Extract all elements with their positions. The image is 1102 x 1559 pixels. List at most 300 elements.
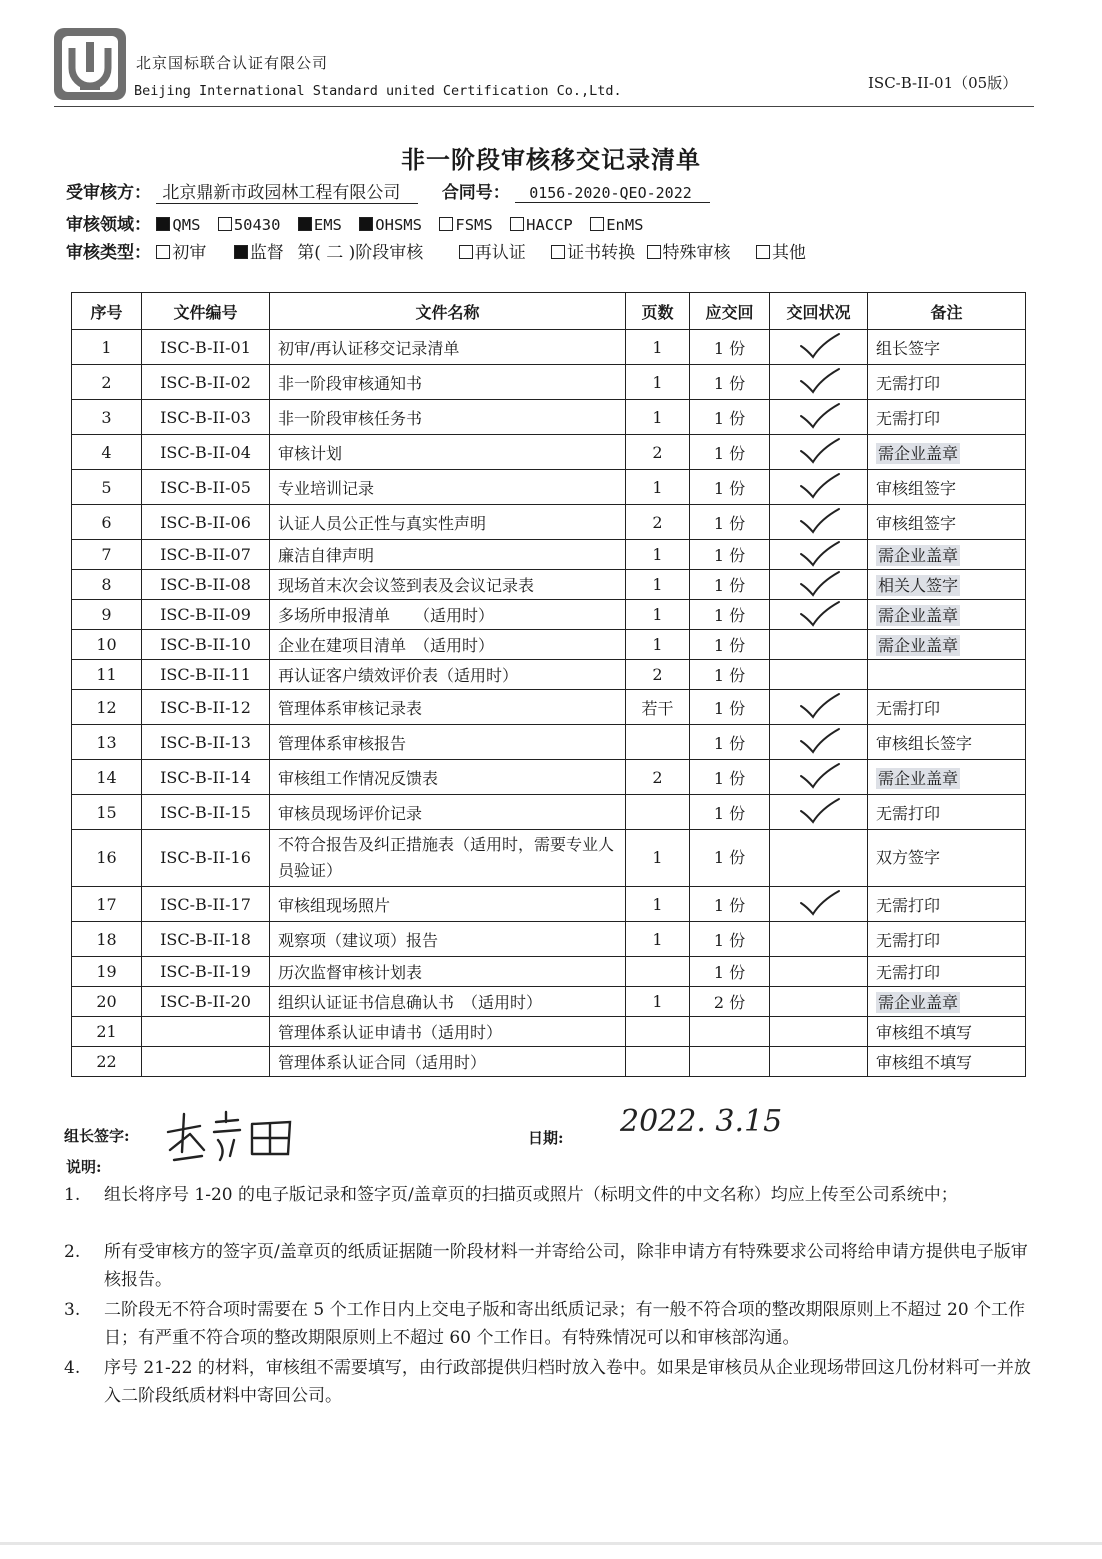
cell-name: [270, 830, 626, 887]
checkbox-checked-icon: [359, 217, 373, 231]
cell-name-text: 初审/再认证移交记录清单: [278, 338, 460, 358]
checkbox-empty-icon: [156, 245, 170, 259]
cell-pages-text: 1: [652, 992, 663, 1011]
cell-remark-text: 无需打印: [876, 895, 941, 915]
cell-remark-text: 无需打印: [876, 373, 941, 393]
cell-name: [270, 887, 626, 922]
stage-number: 二: [326, 243, 344, 263]
cell-pages: [626, 470, 690, 505]
note-item: 3. 二阶段无不符合项时需要在 5 个工作日内上交电子版和寄出纸质记录；有一般不符合项的整改期限原则上不超过 20 个工作日；有严重不符合项的整改期限原则上不超过 60 个工作日。有特殊情况可以和审核部沟通。: [64, 1300, 1026, 1348]
type-option-recert[interactable]: 再认证: [459, 243, 526, 263]
cell-copies-text: 1 份: [713, 373, 746, 393]
cell-code: [142, 1017, 270, 1047]
cell-name-text: 现场首末次会议签到表及会议记录表: [278, 576, 535, 595]
cell-name: [270, 330, 626, 365]
cell-pages-text: 2: [652, 442, 663, 462]
date-label: 日期:: [528, 1129, 564, 1147]
cell-status: [770, 630, 868, 660]
cell-status: [770, 660, 868, 690]
cell-pages-text: 1: [652, 337, 663, 357]
cell-remark: [868, 660, 1026, 690]
cell-no: [72, 660, 142, 690]
cell-copies: [690, 795, 770, 830]
cell-no-text: 9: [101, 605, 112, 624]
checkmark-icon: [797, 507, 841, 535]
cell-status: [770, 365, 868, 400]
domain-option-ems[interactable]: EMS: [298, 216, 342, 234]
cell-copies-text: 1 份: [713, 443, 746, 463]
auditee-label: 受审核方：: [66, 183, 151, 203]
cell-name-text: 管理体系审核报告: [278, 733, 407, 753]
cell-status: [770, 1047, 868, 1077]
checkbox-empty-icon: [756, 245, 770, 259]
cell-copies-text: 1 份: [713, 546, 746, 565]
cell-name-text: 非一阶段审核任务书: [278, 408, 423, 428]
note-item: 2. 所有受审核方的签字页/盖章页的纸质证据随一阶段材料一并寄给公司，除非申请方有特殊要求公司将给申请方提供电子版审核报告。: [64, 1242, 1028, 1290]
cell-remark: [868, 922, 1026, 957]
cell-name-text: 审核计划: [278, 443, 343, 463]
cell-name-text: 审核员现场评价记录: [278, 803, 423, 823]
cell-pages: [626, 660, 690, 690]
cell-pages: [626, 795, 690, 830]
cell-remark-text: 需企业盖章: [878, 768, 959, 788]
cell-code-text: ISC-B-II-16: [160, 848, 251, 867]
cell-pages-text: 1: [652, 575, 663, 594]
cell-copies-text: 1 份: [713, 408, 746, 428]
cell-status: [770, 600, 868, 630]
cell-copies: [690, 330, 770, 365]
cell-remark: [868, 600, 1026, 630]
table-row: [72, 570, 1026, 600]
cell-pages: [626, 435, 690, 470]
cell-pages: [626, 760, 690, 795]
type-option-transfer[interactable]: 证书转换: [551, 243, 635, 263]
cell-no: [72, 1047, 142, 1077]
cell-name: [270, 1017, 626, 1047]
type-option-surveillance[interactable]: 监督: [234, 243, 284, 263]
cell-code-text: ISC-B-II-09: [160, 605, 251, 624]
page-bottom-edge: [0, 1542, 1102, 1545]
cell-no: [72, 830, 142, 887]
cell-copies: [690, 887, 770, 922]
cell-copies: [690, 922, 770, 957]
checkbox-empty-icon: [439, 217, 453, 231]
cell-remark-text: 相关人签字: [878, 576, 959, 595]
cell-code-text: ISC-B-II-03: [160, 407, 251, 427]
cell-code: [142, 760, 270, 795]
cell-no-text: 1: [101, 337, 112, 357]
cell-remark-text: 需企业盖章: [878, 606, 959, 625]
header-copies: 应交回: [690, 293, 770, 330]
cell-name: [270, 760, 626, 795]
cell-copies: [690, 435, 770, 470]
cell-code: [142, 435, 270, 470]
cell-status: [770, 690, 868, 725]
cell-remark: [868, 630, 1026, 660]
table-row: [72, 435, 1026, 470]
header-status: 交回状况: [770, 293, 868, 330]
cell-name-text: 组织认证证书信息确认书 （适用时）: [278, 993, 543, 1012]
checkbox-empty-icon: [218, 217, 232, 231]
cell-no-text: 19: [96, 962, 117, 981]
cell-status: [770, 830, 868, 887]
cell-no: [72, 795, 142, 830]
cell-copies-text: 1 份: [713, 513, 746, 533]
type-option-special[interactable]: 特殊审核: [647, 243, 731, 263]
cell-no: [72, 505, 142, 540]
cell-code: [142, 922, 270, 957]
cell-code: [142, 470, 270, 505]
cell-remark-text: 无需打印: [876, 963, 941, 982]
cell-copies-text: 1 份: [713, 636, 746, 655]
cell-remark: [868, 987, 1026, 1017]
cell-name: [270, 660, 626, 690]
cell-remark: [868, 690, 1026, 725]
cell-copies: [690, 1017, 770, 1047]
cell-copies-text: 1 份: [713, 803, 746, 823]
header-divider: [54, 106, 1034, 107]
cell-code-text: ISC-B-II-18: [160, 929, 251, 949]
cell-no: [72, 957, 142, 987]
cell-copies: [690, 470, 770, 505]
note-item: 4. 序号 21-22 的材料，审核组不需要填写，由行政部提供归档时放入卷中。如果是审核员从企业现场带回这几份材料可一并放入二阶段纸质材料中寄回公司。: [64, 1358, 1031, 1406]
cell-status: [770, 540, 868, 570]
domain-option-ohsms[interactable]: OHSMS: [359, 216, 422, 234]
cell-code-text: ISC-B-II-05: [160, 477, 251, 497]
cell-copies: [690, 365, 770, 400]
table-row: [72, 660, 1026, 690]
cell-code: [142, 400, 270, 435]
cell-name-text: 不符合报告及纠正措施表（适用时，需要专业人员验证）: [278, 835, 615, 880]
cell-no: [72, 987, 142, 1017]
cell-remark: [868, 957, 1026, 987]
table-row: [72, 922, 1026, 957]
cell-remark: [868, 400, 1026, 435]
type-option-other[interactable]: 其他: [756, 243, 806, 263]
cell-no-text: 10: [96, 635, 117, 654]
cell-code-text: ISC-B-II-07: [160, 545, 251, 564]
cell-remark: [868, 1017, 1026, 1047]
cell-no-text: 6: [101, 512, 112, 532]
cell-remark: [868, 540, 1026, 570]
cell-remark-text: 审核组长签字: [876, 733, 973, 753]
table-row: [72, 887, 1026, 922]
cell-pages-text: 1: [652, 929, 663, 949]
cell-pages-text: 1: [652, 477, 663, 497]
cell-remark-text: 无需打印: [876, 930, 941, 950]
cell-copies: [690, 690, 770, 725]
domain-option-qms[interactable]: QMS: [156, 216, 200, 234]
table-row: [72, 760, 1026, 795]
table-row: [72, 400, 1026, 435]
cell-status: [770, 922, 868, 957]
table-row: [72, 1047, 1026, 1077]
cell-no-text: 12: [96, 697, 117, 717]
cell-no-text: 17: [96, 894, 117, 914]
cell-pages-text: 1: [652, 372, 663, 392]
cell-remark-text: 无需打印: [876, 803, 941, 823]
cell-name-text: 多场所申报清单 （适用时）: [278, 606, 495, 625]
contract-label: 合同号：: [441, 183, 510, 203]
cell-copies: [690, 760, 770, 795]
cell-code: [142, 795, 270, 830]
cell-pages: [626, 1047, 690, 1077]
cell-name: [270, 987, 626, 1017]
cell-pages: [626, 922, 690, 957]
cell-status: [770, 795, 868, 830]
table-row: [72, 830, 1026, 887]
cell-no: [72, 470, 142, 505]
cell-code: [142, 365, 270, 400]
table-row: [72, 540, 1026, 570]
cell-copies: [690, 630, 770, 660]
checkmark-icon: [797, 402, 841, 430]
cell-pages-text: 2: [652, 665, 663, 684]
checkmark-icon: [797, 600, 841, 628]
cell-status: [770, 505, 868, 540]
cell-code-text: ISC-B-II-20: [160, 992, 251, 1011]
header-code: 文件编号: [142, 293, 270, 330]
cell-pages-text: 1: [652, 545, 663, 564]
cell-code-text: ISC-B-II-02: [160, 372, 251, 392]
cell-no: [72, 365, 142, 400]
table-row: [72, 795, 1026, 830]
cell-code: [142, 570, 270, 600]
cell-name-text: 专业培训记录: [278, 478, 375, 498]
table-row: [72, 987, 1026, 1017]
checkmark-icon: [797, 727, 841, 755]
checkbox-checked-icon: [234, 245, 248, 259]
checkmark-icon: [797, 797, 841, 825]
cell-copies-text: 1 份: [713, 963, 746, 982]
table-header-row: [72, 293, 1026, 330]
handwritten-date: 2022. 3.15: [620, 1104, 783, 1139]
cell-copies-text: 1 份: [713, 478, 746, 498]
cell-name-text: 非一阶段审核通知书: [278, 373, 423, 393]
cell-copies: [690, 830, 770, 887]
cell-name: [270, 795, 626, 830]
cell-remark-text: 需企业盖章: [878, 443, 959, 463]
cell-no-text: 14: [96, 767, 117, 787]
cell-name-text: 管理体系审核记录表: [278, 698, 423, 718]
cell-status: [770, 470, 868, 505]
cell-name: [270, 400, 626, 435]
auditee-value: 北京鼎新市政园林工程有限公司: [156, 183, 418, 204]
cell-no: [72, 1017, 142, 1047]
cell-pages: [626, 887, 690, 922]
cell-copies: [690, 570, 770, 600]
cell-code: [142, 725, 270, 760]
cell-status: [770, 330, 868, 365]
checkbox-checked-icon: [298, 217, 312, 231]
cell-copies: [690, 660, 770, 690]
table-row: [72, 365, 1026, 400]
cell-name-text: 再认证客户绩效评价表（适用时）: [278, 666, 519, 685]
cell-name-text: 管理体系认证合同（适用时）: [278, 1053, 487, 1072]
cell-code-text: ISC-B-II-17: [160, 894, 251, 914]
cell-pages: [626, 957, 690, 987]
cell-remark: [868, 887, 1026, 922]
cell-status: [770, 725, 868, 760]
cell-code: [142, 1047, 270, 1077]
cell-pages: [626, 540, 690, 570]
cell-name: [270, 505, 626, 540]
audit-domain-label: 审核领域：: [66, 215, 151, 235]
cell-pages: [626, 400, 690, 435]
cell-name-text: 观察项（建议项）报告: [278, 930, 439, 950]
cell-pages: [626, 570, 690, 600]
cell-copies: [690, 1047, 770, 1077]
cell-code: [142, 690, 270, 725]
cell-code: [142, 505, 270, 540]
cell-no: [72, 690, 142, 725]
checkbox-checked-icon: [156, 217, 170, 231]
cell-no-text: 11: [96, 665, 117, 684]
checkbox-empty-icon: [510, 217, 524, 231]
cell-copies: [690, 540, 770, 570]
cell-name: [270, 957, 626, 987]
cell-pages: [626, 830, 690, 887]
cell-copies: [690, 987, 770, 1017]
cell-no: [72, 435, 142, 470]
cell-remark-text: 需企业盖章: [878, 636, 959, 655]
cell-no-text: 16: [96, 848, 117, 867]
cell-pages-text: 1: [652, 848, 663, 867]
checkmark-icon: [797, 367, 841, 395]
cell-name: [270, 435, 626, 470]
cell-no: [72, 922, 142, 957]
header-name: 文件名称: [270, 293, 626, 330]
cell-copies-text: 1 份: [713, 606, 746, 625]
company-name-cn: 北京国标联合认证有限公司: [136, 54, 329, 72]
cell-pages: [626, 987, 690, 1017]
table-row: [72, 630, 1026, 660]
cell-pages-text: 2: [652, 767, 663, 787]
header-pages: 页数: [626, 293, 690, 330]
cell-remark-text: 审核组不填写: [876, 1053, 973, 1072]
checkbox-empty-icon: [647, 245, 661, 259]
cell-copies-text: 1 份: [713, 338, 746, 358]
cell-remark: [868, 505, 1026, 540]
cell-pages: [626, 690, 690, 725]
cell-pages-text: 若干: [641, 698, 674, 718]
table-row: [72, 330, 1026, 365]
cell-name-text: 审核组现场照片: [278, 895, 391, 915]
cell-name: [270, 540, 626, 570]
cell-no: [72, 630, 142, 660]
cell-no: [72, 570, 142, 600]
cell-status: [770, 400, 868, 435]
cell-remark: [868, 830, 1026, 887]
cell-code-text: ISC-B-II-19: [160, 962, 251, 981]
checkbox-empty-icon: [590, 217, 604, 231]
cell-copies: [690, 957, 770, 987]
cell-name: [270, 690, 626, 725]
cell-no-text: 21: [96, 1022, 117, 1041]
cell-name: [270, 922, 626, 957]
checkmark-icon: [797, 472, 841, 500]
cell-pages: [626, 725, 690, 760]
cell-pages: [626, 1017, 690, 1047]
checkbox-empty-icon: [459, 245, 473, 259]
cell-code-text: ISC-B-II-06: [160, 512, 251, 532]
cell-no-text: 7: [101, 545, 112, 564]
cell-code: [142, 887, 270, 922]
cell-name-text: 廉洁自律声明: [278, 546, 375, 565]
cell-name: [270, 725, 626, 760]
cell-status: [770, 435, 868, 470]
domain-option-enms[interactable]: EnMS: [590, 216, 643, 234]
checkmark-icon: [797, 570, 841, 598]
note-item: 1. 组长将序号 1-20 的电子版记录和签字页/盖章页的扫描页或照片（标明文件的中文名称）均应上传至公司系统中；: [64, 1185, 958, 1205]
cell-code-text: ISC-B-II-04: [160, 442, 251, 462]
cell-copies-text: 1 份: [713, 895, 746, 915]
cell-no-text: 5: [101, 477, 112, 497]
cell-no-text: 20: [96, 992, 117, 1011]
leader-signature-label: 组长签字:: [64, 1127, 130, 1145]
cell-copies-text: 2 份: [713, 993, 746, 1012]
checkmark-icon: [797, 889, 841, 917]
checkmark-icon: [797, 762, 841, 790]
cell-no: [72, 887, 142, 922]
cell-remark-text: 无需打印: [876, 698, 941, 718]
domain-option-fsms[interactable]: FSMS: [439, 216, 492, 234]
cell-code-text: ISC-B-II-08: [160, 575, 251, 594]
cell-no-text: 13: [96, 732, 117, 752]
table-row: [72, 725, 1026, 760]
cell-status: [770, 1017, 868, 1047]
cell-pages: [626, 600, 690, 630]
cell-remark: [868, 725, 1026, 760]
cell-name-text: 企业在建项目清单 （适用时）: [278, 636, 495, 655]
cell-copies: [690, 600, 770, 630]
cell-remark: [868, 795, 1026, 830]
cell-name-text: 管理体系认证申请书（适用时）: [278, 1023, 503, 1042]
cell-code: [142, 540, 270, 570]
table-row: [72, 600, 1026, 630]
audit-domain-line: [66, 210, 656, 235]
type-option-initial[interactable]: 初审: [156, 243, 206, 263]
company-name-en: Beijing International Standard united Certification Co.,Ltd.: [134, 83, 622, 99]
cell-name-text: 认证人员公正性与真实性声明: [278, 513, 487, 533]
cell-code-text: ISC-B-II-11: [160, 665, 251, 684]
cell-copies-text: 1 份: [713, 698, 746, 718]
cell-status: [770, 887, 868, 922]
cell-code-text: ISC-B-II-13: [160, 732, 251, 752]
cell-code-text: ISC-B-II-12: [160, 697, 251, 717]
cell-remark-text: 需企业盖章: [878, 993, 959, 1012]
leader-signature: [160, 1104, 300, 1166]
cell-pages-text: 1: [652, 407, 663, 427]
cell-status: [770, 760, 868, 795]
cell-pages-text: 2: [652, 512, 663, 532]
cell-code: [142, 660, 270, 690]
cell-name-text: 历次监督审核计划表: [278, 963, 423, 982]
document-title: 非一阶段审核移交记录清单: [401, 145, 701, 174]
domain-option-50430[interactable]: 50430: [218, 216, 281, 234]
cell-remark-text: 无需打印: [876, 408, 941, 428]
cell-no: [72, 600, 142, 630]
domain-option-haccp[interactable]: HACCP: [510, 216, 573, 234]
form-code: ISC-B-II-01（05版）: [868, 74, 1018, 92]
cell-name: [270, 470, 626, 505]
cell-no-text: 22: [96, 1052, 117, 1071]
cell-pages: [626, 365, 690, 400]
cell-copies-text: 1 份: [713, 666, 746, 685]
header-remark: 备注: [868, 293, 1026, 330]
cell-name: [270, 365, 626, 400]
cell-name: [270, 570, 626, 600]
